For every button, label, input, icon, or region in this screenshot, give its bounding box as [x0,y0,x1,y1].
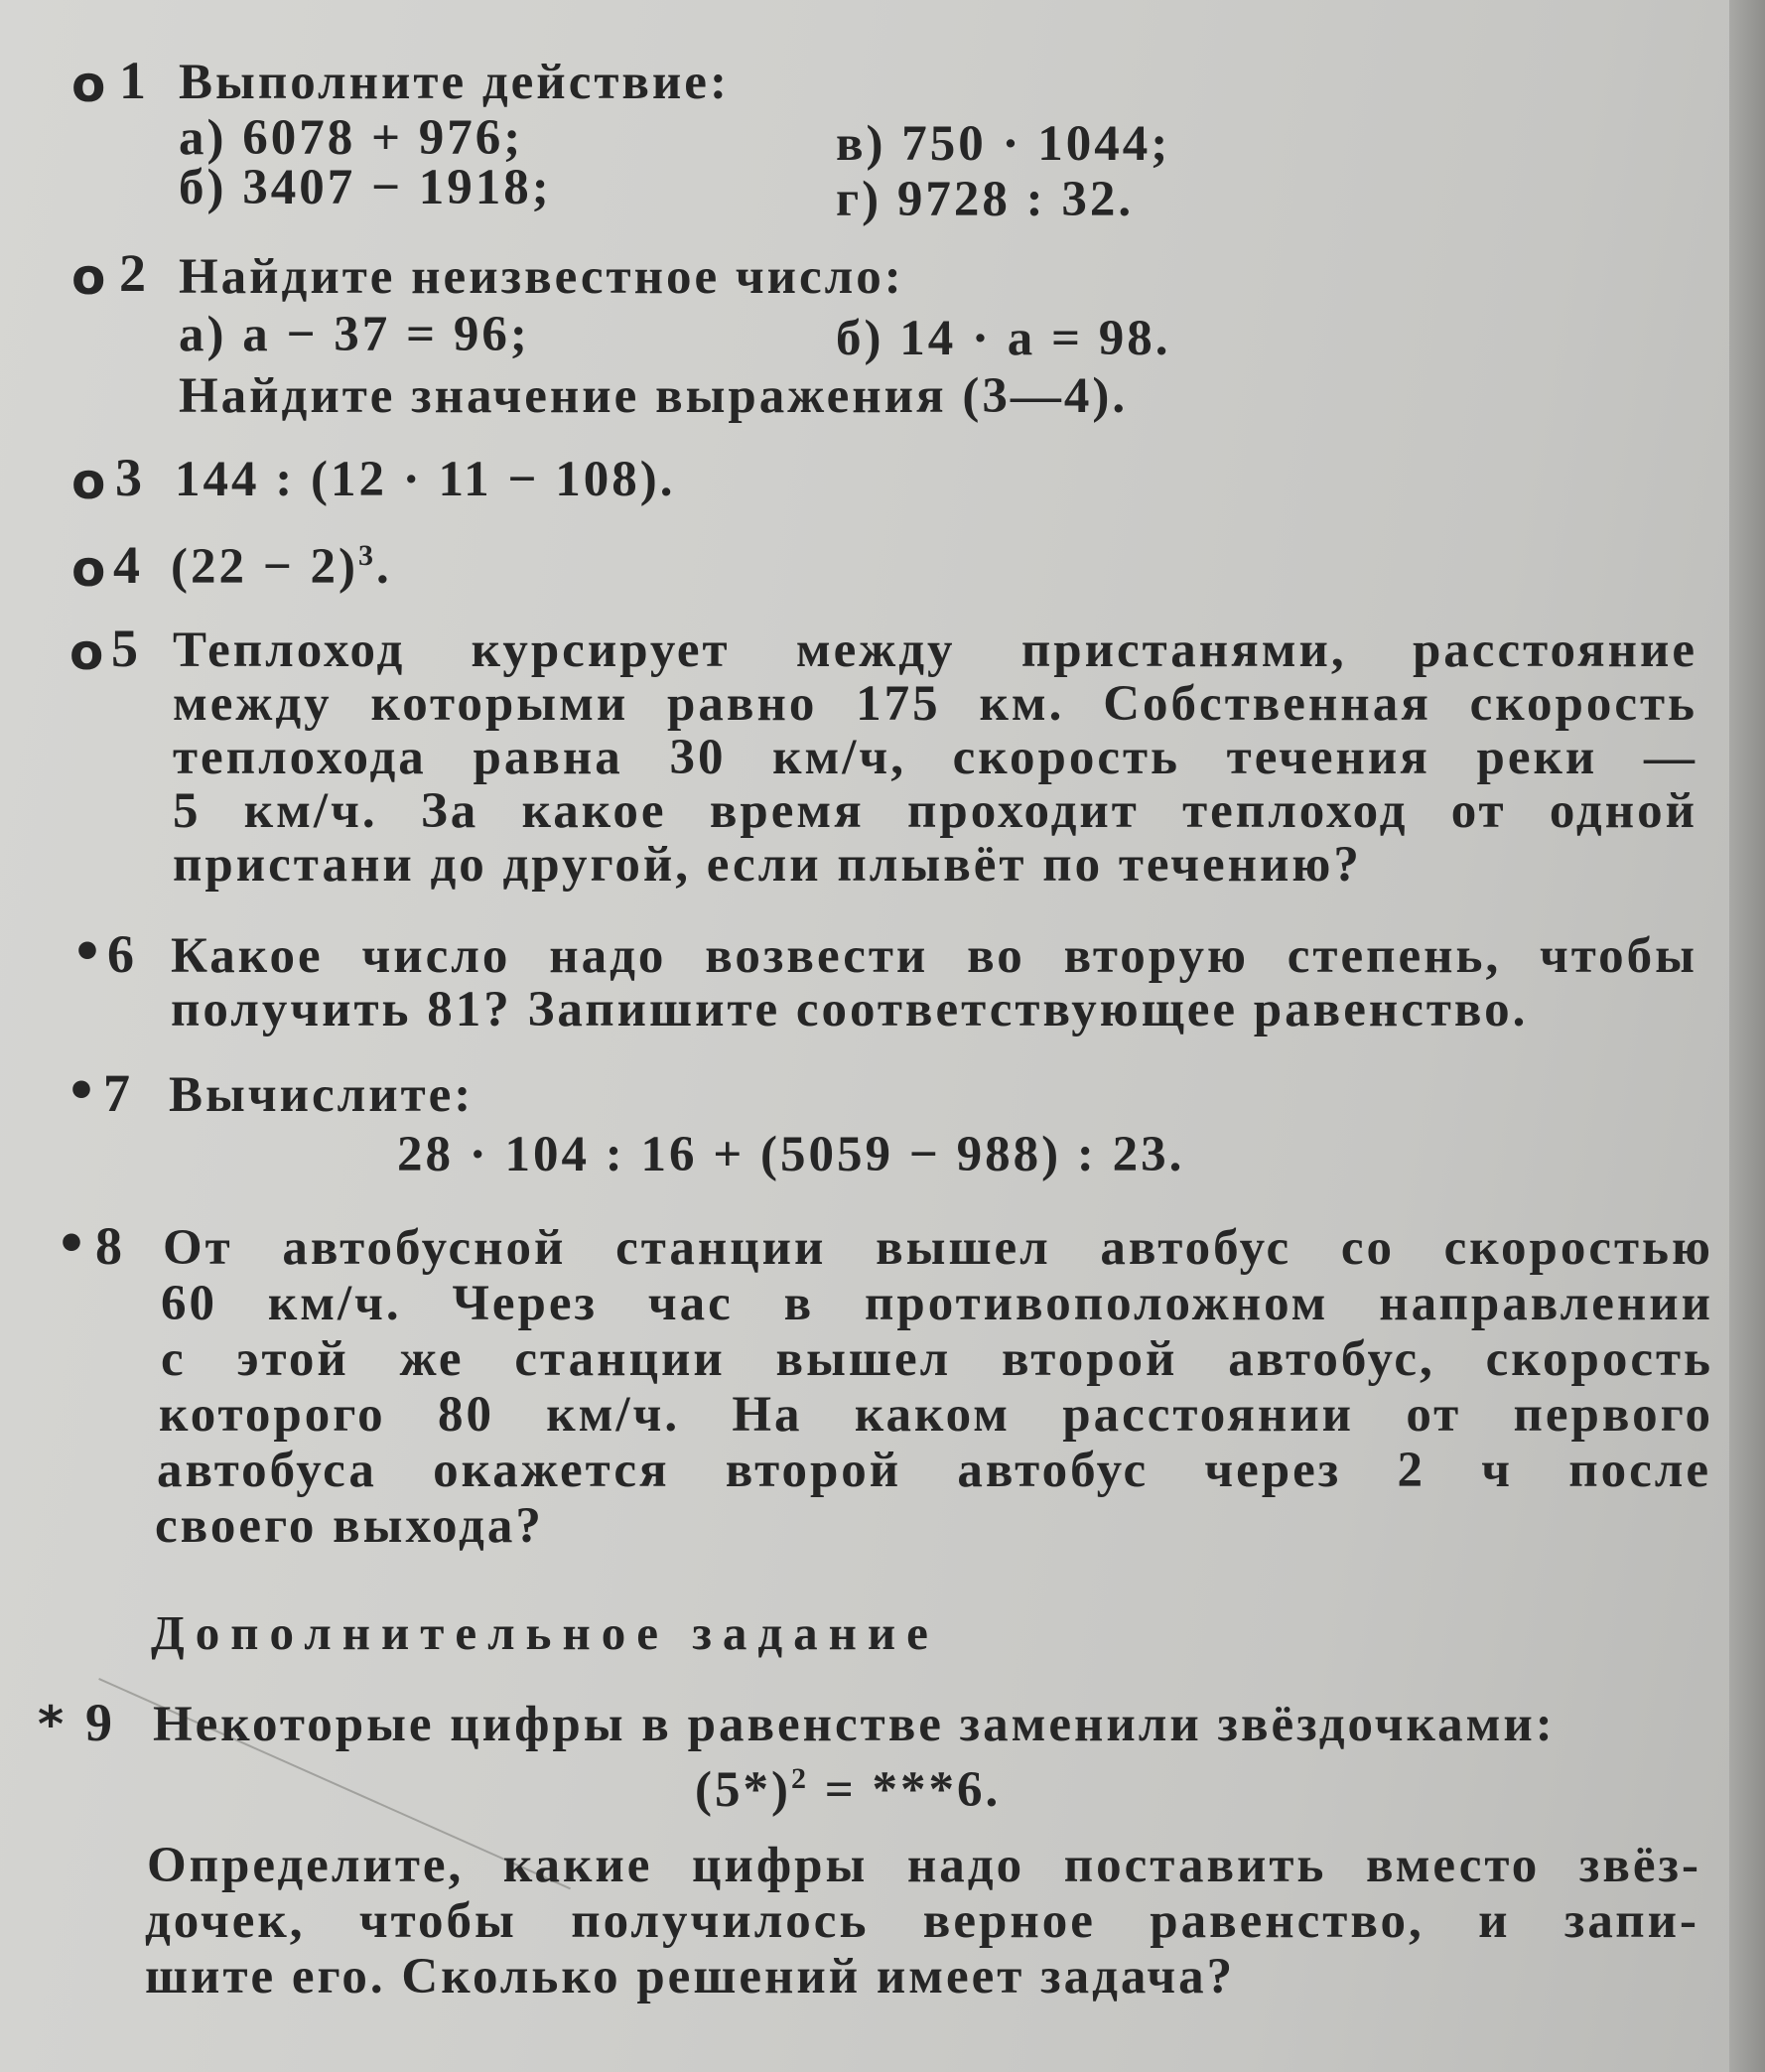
eq-right: = ***6. [808,1762,1002,1818]
task-marker: * [38,1696,65,1753]
task-text-line: своего выхода? [155,1498,544,1554]
expr-exponent: 3 [358,539,377,572]
task-item-a: а) 6078 + 976; [179,110,524,166]
task-text-line: Теплоход курсирует между пристанями, расстояние [173,622,1697,678]
task-text-line: дочек, чтобы получилось верное равенство, и запи- [145,1893,1699,1949]
task-text-line: автобуса окажется второй автобус через 2 ч после [157,1443,1711,1498]
task-text-line: с этой же станции вышел второй автобус, скорость [161,1331,1713,1387]
task-number: 9 [85,1693,112,1752]
task-item-b: б) 3407 − 1918; [179,160,552,215]
task-title: Выполните действие: [179,55,730,110]
task-title: Вычислите: [169,1067,475,1123]
task-marker: o [71,56,106,113]
task-number: 2 [119,243,146,303]
task-expression: 144 : (12 · 11 − 108). [175,452,676,507]
task-marker: o [71,453,106,510]
task-expression: 28 · 104 : 16 + (5059 − 988) : 23. [397,1127,1185,1182]
eq-exponent: 2 [790,1762,809,1795]
task-text-line: От автобусной станции вышел автобус со скоростью [163,1220,1713,1276]
task-expression [171,538,392,596]
task-text-line: Какое число надо возвести во вторую степень, чтобы [171,928,1697,984]
task-text-line: получить 81? Запишите соответствующее равенство. [171,982,1529,1037]
task-marker: • [71,923,103,981]
task-number: 7 [103,1063,130,1123]
task-title: Найдите неизвестное число: [179,249,904,305]
task-marker: o [71,248,106,306]
task-item-g: г) 9728 : 32. [836,172,1135,227]
extra-task-heading: Дополнительное задание [151,1605,939,1660]
task-text-line: между которыми равно 175 км. Собственная скорость [173,676,1697,732]
task-title: Некоторые цифры в равенстве заменили звёздочками: [153,1697,1556,1752]
expr-end: . [376,539,392,595]
task-marker: • [66,1062,97,1120]
task-text-line: 5 км/ч. За какое время проходит теплоход от одной [173,783,1697,839]
page-edge [1729,0,1765,2072]
task-equation [695,1761,1001,1819]
task-marker: • [56,1215,87,1273]
task-number: 5 [111,619,138,678]
task-number: 1 [119,51,146,110]
task-marker: o [69,623,104,681]
task-text-line: которого 80 км/ч. На каком расстоянии от первого [159,1387,1713,1443]
task-text-line: Определите, какие цифры надо поставить вместо звёз- [147,1838,1701,1893]
task-item-a: а) a − 37 = 96; [179,307,530,362]
task-text-line: пристани до другой, если плывёт по течению? [173,837,1362,893]
task-number: 8 [95,1216,122,1276]
task-number: 3 [115,448,142,507]
expr-base: (22 − 2) [171,539,359,595]
task-item-v: в) 750 · 1044; [836,116,1171,172]
eq-left: (5*) [695,1762,791,1818]
task-text-line: шите его. Сколько решений имеет задача? [145,1949,1236,2004]
task-item-b: б) 14 · a = 98. [836,311,1171,366]
task-number: 4 [113,535,140,595]
task-text-line: теплохода равна 30 км/ч, скорость течения реки — [173,730,1697,785]
task-number: 6 [107,924,134,984]
task-marker: o [71,540,106,598]
task-text-line: 60 км/ч. Через час в противоположном направлении [161,1276,1713,1331]
section-subheading: Найдите значение выражения (3—4). [179,368,1129,424]
